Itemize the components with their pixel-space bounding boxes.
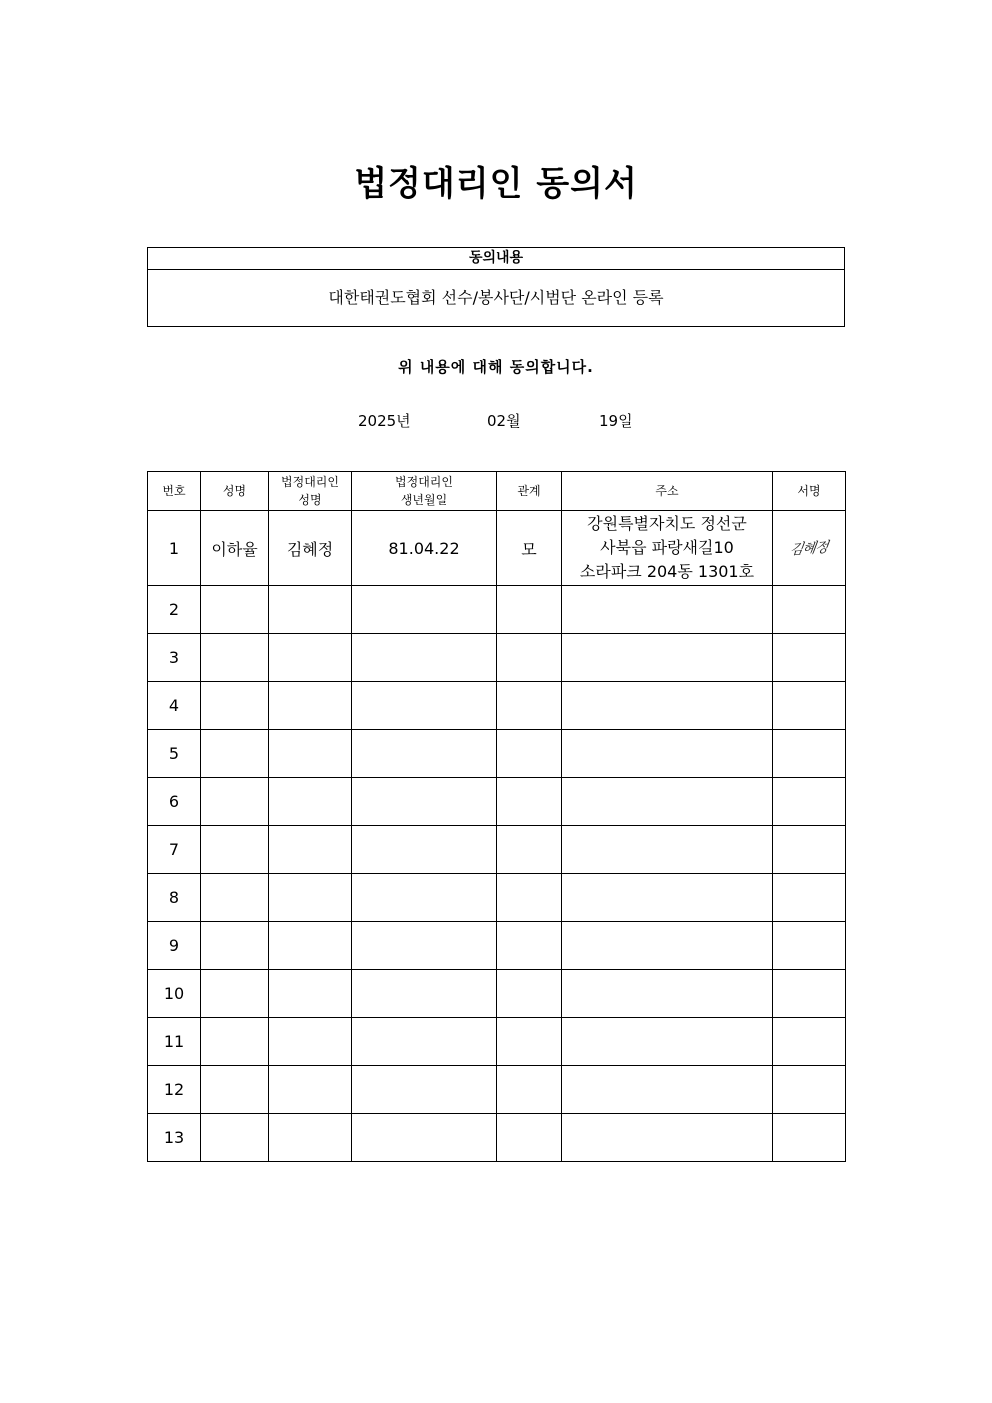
cell-no: 5 bbox=[148, 730, 201, 778]
cell-guardian-birth[interactable] bbox=[352, 682, 497, 730]
cell-no: 7 bbox=[148, 826, 201, 874]
cell-address bbox=[562, 511, 773, 586]
cell-address[interactable] bbox=[562, 1066, 773, 1114]
header-no: 번호 bbox=[148, 472, 201, 511]
cell-address[interactable] bbox=[562, 826, 773, 874]
cell-guardian-name[interactable] bbox=[269, 922, 352, 970]
cell-relation[interactable] bbox=[497, 970, 562, 1018]
cell-signature[interactable] bbox=[773, 1114, 846, 1162]
cell-signature[interactable] bbox=[773, 1018, 846, 1066]
guardian-table bbox=[147, 471, 846, 1162]
cell-name: 이하율 bbox=[201, 511, 269, 586]
cell-guardian-name[interactable] bbox=[269, 778, 352, 826]
cell-relation[interactable] bbox=[497, 730, 562, 778]
cell-address[interactable] bbox=[562, 778, 773, 826]
header-name: 성명 bbox=[201, 472, 269, 511]
cell-no: 13 bbox=[148, 1114, 201, 1162]
cell-address[interactable] bbox=[562, 634, 773, 682]
cell-relation[interactable] bbox=[497, 1114, 562, 1162]
table-row bbox=[148, 586, 846, 634]
cell-guardian-name[interactable] bbox=[269, 826, 352, 874]
table-row bbox=[148, 874, 846, 922]
cell-name[interactable] bbox=[201, 634, 269, 682]
header-guardian-birth bbox=[352, 472, 497, 511]
cell-no: 11 bbox=[148, 1018, 201, 1066]
address-line-1: 강원특별자치도 정선군 bbox=[587, 514, 747, 533]
cell-name[interactable] bbox=[201, 1066, 269, 1114]
address-line-2: 사북읍 파랑새길10 bbox=[600, 538, 734, 557]
header-signature: 서명 bbox=[773, 472, 846, 511]
cell-guardian-birth[interactable] bbox=[352, 874, 497, 922]
cell-no: 12 bbox=[148, 1066, 201, 1114]
agree-statement: 위 내용에 대해 동의합니다. bbox=[398, 358, 594, 376]
table-row bbox=[148, 1066, 846, 1114]
cell-name[interactable] bbox=[201, 826, 269, 874]
cell-relation[interactable] bbox=[497, 922, 562, 970]
consent-header: 동의내용 bbox=[148, 248, 844, 270]
cell-relation[interactable] bbox=[497, 826, 562, 874]
cell-relation[interactable] bbox=[497, 586, 562, 634]
header-relation: 관계 bbox=[497, 472, 562, 511]
cell-address[interactable] bbox=[562, 730, 773, 778]
cell-relation[interactable] bbox=[497, 1066, 562, 1114]
cell-name[interactable] bbox=[201, 778, 269, 826]
cell-address[interactable] bbox=[562, 1018, 773, 1066]
table-row bbox=[148, 970, 846, 1018]
cell-guardian-birth[interactable] bbox=[352, 1114, 497, 1162]
cell-relation[interactable] bbox=[497, 778, 562, 826]
table-row bbox=[148, 682, 846, 730]
document-title: 법정대리인 동의서 bbox=[354, 164, 638, 204]
cell-no: 1 bbox=[148, 511, 201, 586]
cell-guardian-birth[interactable] bbox=[352, 826, 497, 874]
table-row bbox=[148, 826, 846, 874]
date-year: 2025년 bbox=[358, 412, 411, 430]
cell-signature[interactable] bbox=[773, 778, 846, 826]
cell-no: 6 bbox=[148, 778, 201, 826]
cell-name[interactable] bbox=[201, 874, 269, 922]
cell-name[interactable] bbox=[201, 682, 269, 730]
cell-relation[interactable] bbox=[497, 682, 562, 730]
cell-guardian-birth[interactable] bbox=[352, 1018, 497, 1066]
cell-no: 2 bbox=[148, 586, 201, 634]
header-guardian-birth-line2: 생년월일 bbox=[400, 493, 448, 507]
cell-address[interactable] bbox=[562, 1114, 773, 1162]
cell-signature[interactable] bbox=[773, 922, 846, 970]
table-row bbox=[148, 1018, 846, 1066]
cell-guardian-birth[interactable] bbox=[352, 634, 497, 682]
table-row bbox=[148, 634, 846, 682]
header-guardian-name bbox=[269, 472, 352, 511]
cell-guardian-name[interactable] bbox=[269, 682, 352, 730]
cell-guardian-name[interactable] bbox=[269, 586, 352, 634]
cell-guardian-name[interactable] bbox=[269, 874, 352, 922]
table-row bbox=[148, 1114, 846, 1162]
cell-guardian-birth: 81.04.22 bbox=[352, 511, 497, 586]
table-header-row bbox=[148, 472, 846, 511]
date-month: 02월 bbox=[487, 412, 521, 430]
cell-name[interactable] bbox=[201, 1114, 269, 1162]
cell-guardian-birth[interactable] bbox=[352, 586, 497, 634]
header-guardian-name-line2: 성명 bbox=[298, 493, 322, 507]
cell-signature[interactable] bbox=[773, 730, 846, 778]
cell-no: 10 bbox=[148, 970, 201, 1018]
header-guardian-birth-line1: 법정대리인 bbox=[395, 475, 453, 489]
cell-no: 3 bbox=[148, 634, 201, 682]
date-day: 19일 bbox=[599, 412, 633, 430]
header-guardian-name-line1: 법정대리인 bbox=[281, 475, 339, 489]
cell-relation[interactable] bbox=[497, 1018, 562, 1066]
cell-guardian-birth[interactable] bbox=[352, 970, 497, 1018]
cell-name[interactable] bbox=[201, 1018, 269, 1066]
cell-guardian-name[interactable] bbox=[269, 634, 352, 682]
cell-signature[interactable] bbox=[773, 826, 846, 874]
cell-guardian-birth[interactable] bbox=[352, 730, 497, 778]
table-row bbox=[148, 778, 846, 826]
cell-no: 8 bbox=[148, 874, 201, 922]
table-row bbox=[148, 511, 846, 586]
cell-relation[interactable] bbox=[497, 874, 562, 922]
cell-name[interactable] bbox=[201, 922, 269, 970]
cell-guardian-name[interactable] bbox=[269, 1066, 352, 1114]
consent-box bbox=[147, 247, 845, 327]
cell-name[interactable] bbox=[201, 586, 269, 634]
cell-address[interactable] bbox=[562, 922, 773, 970]
table-row bbox=[148, 922, 846, 970]
cell-guardian-name[interactable] bbox=[269, 730, 352, 778]
cell-address[interactable] bbox=[562, 874, 773, 922]
cell-guardian-name: 김혜정 bbox=[269, 511, 352, 586]
cell-guardian-name[interactable] bbox=[269, 1018, 352, 1066]
cell-relation[interactable] bbox=[497, 634, 562, 682]
cell-signature[interactable] bbox=[773, 634, 846, 682]
table-row bbox=[148, 730, 846, 778]
cell-signature[interactable] bbox=[773, 970, 846, 1018]
cell-name[interactable] bbox=[201, 730, 269, 778]
cell-guardian-name[interactable] bbox=[269, 970, 352, 1018]
handwritten-signature: 김혜정 bbox=[788, 539, 829, 559]
address-line-3: 소라파크 204동 1301호 bbox=[579, 562, 755, 581]
consent-content: 대한태권도협회 선수/봉사단/시범단 온라인 등록 bbox=[328, 288, 664, 307]
cell-signature bbox=[773, 511, 846, 586]
cell-guardian-name[interactable] bbox=[269, 1114, 352, 1162]
cell-relation: 모 bbox=[497, 511, 562, 586]
header-address: 주소 bbox=[562, 472, 773, 511]
cell-address[interactable] bbox=[562, 970, 773, 1018]
cell-signature[interactable] bbox=[773, 682, 846, 730]
cell-no: 9 bbox=[148, 922, 201, 970]
cell-guardian-birth[interactable] bbox=[352, 1066, 497, 1114]
cell-no: 4 bbox=[148, 682, 201, 730]
cell-signature[interactable] bbox=[773, 874, 846, 922]
cell-signature[interactable] bbox=[773, 586, 846, 634]
cell-guardian-birth[interactable] bbox=[352, 922, 497, 970]
cell-address[interactable] bbox=[562, 586, 773, 634]
cell-address[interactable] bbox=[562, 682, 773, 730]
cell-name[interactable] bbox=[201, 970, 269, 1018]
cell-guardian-birth[interactable] bbox=[352, 778, 497, 826]
cell-signature[interactable] bbox=[773, 1066, 846, 1114]
